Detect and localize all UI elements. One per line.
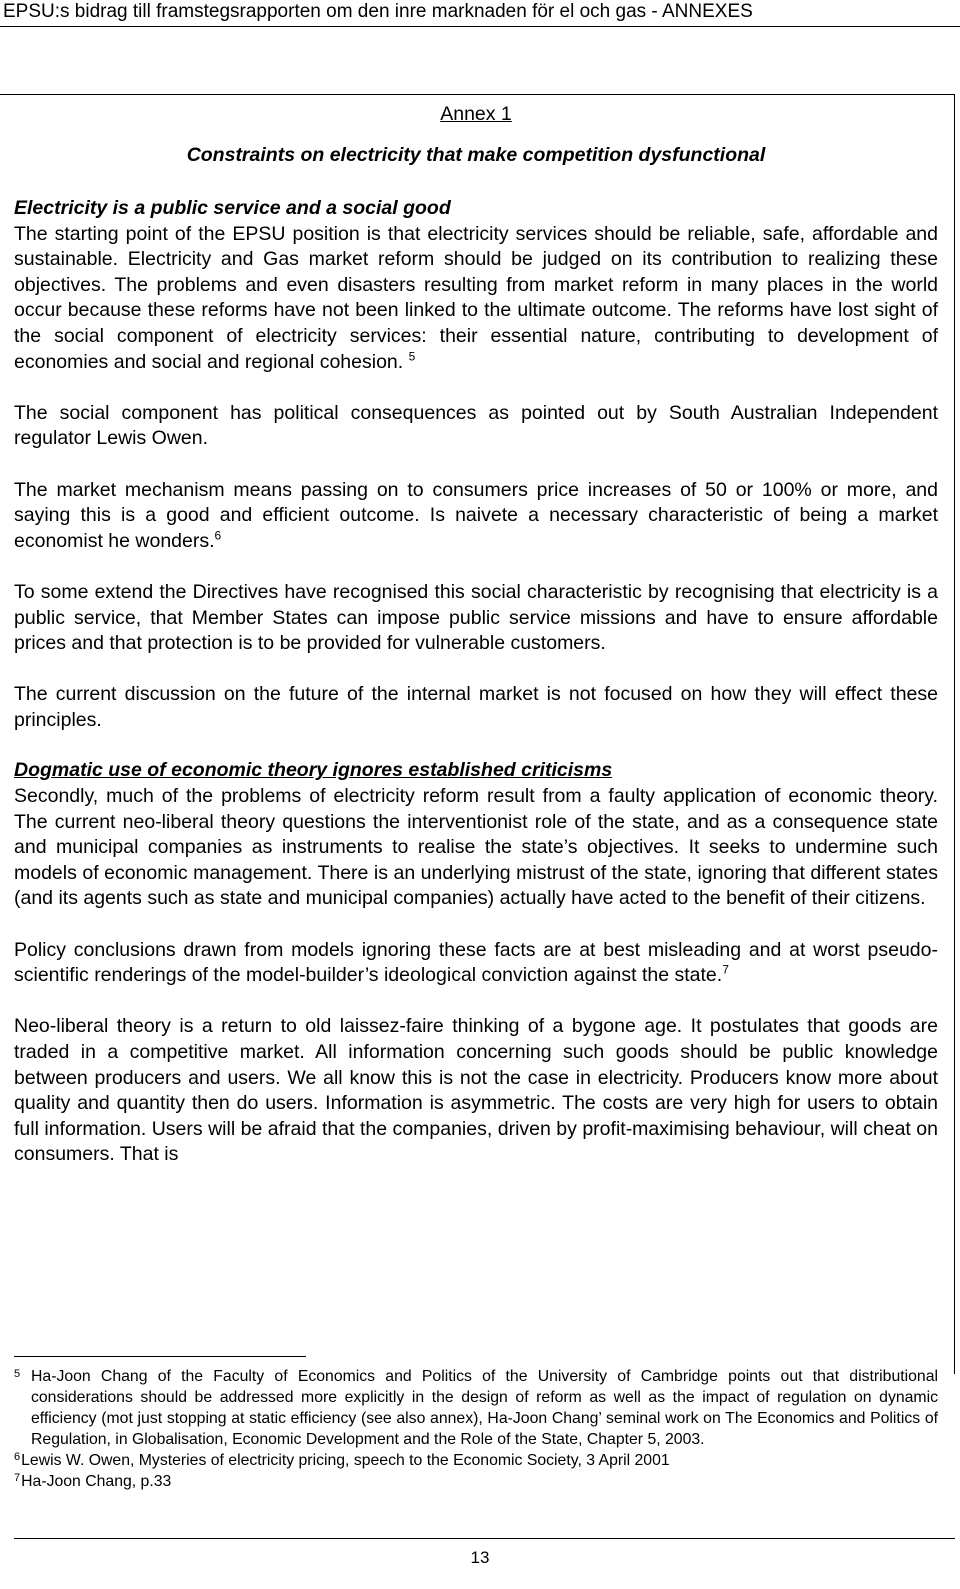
footnote-text: Ha-Joon Chang, p.33 — [21, 1473, 172, 1490]
footnote — [14, 1450, 938, 1471]
page-body — [14, 95, 938, 1168]
paragraph — [14, 222, 938, 376]
paragraph-text: Policy conclusions drawn from models ignoring these facts are at best misleading and at worst pseudo-scientific renderings of the model-builder’s ideological conviction against the state. — [14, 938, 938, 987]
section-heading-public-service: Electricity is a public service and a social good — [14, 197, 451, 219]
footnote-text: Lewis W. Owen, Mysteries of electricity pricing, speech to the Economic Society, 3 April 2001 — [21, 1452, 670, 1469]
document-title: Constraints on electricity that make competition dysfunctional — [186, 144, 766, 166]
footnote-number: 7 — [14, 1472, 21, 1484]
running-header: EPSU:s bidrag till framstegsrapporten om den inre marknaden för el och gas - ANNEXES — [3, 1, 753, 22]
footnote — [14, 1471, 938, 1492]
paragraph: The current discussion on the future of the internal market is not focused on how they will effect these principles. — [14, 683, 938, 731]
paragraph — [14, 478, 938, 555]
paragraph-text: The market mechanism means passing on to consumers price increases of 50 or 100% or more, and saying this is a good and efficient outcome. Is naivete a necessary characteristic of being a market economist he wonders. — [14, 478, 938, 552]
footnotes — [14, 1366, 938, 1492]
footnote-reference[interactable]: 6 — [214, 528, 222, 543]
paragraph — [14, 938, 938, 989]
footnote-text: Ha-Joon Chang of the Faculty of Economics and Politics of the University of Cambridge points out that distributional considerations should be addressed more explicitly in the design of reform as well as the impact of regulation on dynamic efficiency (mot just stopping at static efficiency (see also annex), Ha-Joon Chang’ seminal work on The Economics and Politics of Regulation, in Globalisation, Economic Development and the Role of the State, Chapter 5, 2003. — [31, 1368, 938, 1448]
footnote-number: 6 — [14, 1451, 21, 1463]
footnote-reference[interactable]: 5 — [408, 349, 416, 364]
paragraph: The social component has political consequences as pointed out by South Australian Independent regulator Lewis Owen. — [14, 401, 938, 450]
paragraph-text: The starting point of the EPSU position is that electricity services should be reliable, safe, affordable and sustainable. Electricity and Gas market reform should be judged on its contribution to realizing these objectives. The problems and even disasters resulting from market reform in many places in the world occur because these reforms have not been linked to the ultimate outcome. The reforms have lost sight of the social component of electricity services: their essential nature, contributing to development of economies and social and regional cohesion. — [14, 222, 938, 373]
annex-label: Annex 1 — [440, 103, 512, 125]
paragraph: Neo-liberal theory is a return to old laissez-faire thinking of a bygone age. It postulates that goods are traded in a competitive market. All information concerning such goods should be public knowledge between producers and users. We all know this is not the case in electricity. Producers know more about quality and quantity then do users. Information is asymmetric. The costs are very high for users to obtain full information. Users will be afraid that the companies, driven by profit-maximising behaviour, will cheat on consumers. That is — [14, 1015, 938, 1166]
paragraph: Secondly, much of the problems of electricity reform result from a faulty application of economic theory. The current neo-liberal theory questions the interventionist role of the state, and as a consequence state and municipal companies as instruments to realise the state’s objectives. It seeks to undermine such models of economic management. There is an underlying mistrust of the state, ignoring that different states (and its agents such as state and municipal companies) actually have acted to the benefit of their citizens. — [14, 785, 938, 910]
footer-rule — [14, 1538, 955, 1539]
paragraph: To some extend the Directives have recognised this social characteristic by recognising that electricity is a public service, that Member States can impose public service missions and have to ensure affordable prices and that protection is to be provided for vulnerable customers. — [14, 580, 938, 655]
footnote-separator — [14, 1356, 306, 1357]
footnote-number: 5 — [14, 1368, 21, 1380]
header-rule — [0, 26, 960, 27]
section-heading-economic-theory: Dogmatic use of economic theory ignores established criticisms — [14, 759, 613, 782]
footnote — [14, 1366, 938, 1450]
footnote-reference[interactable]: 7 — [722, 962, 729, 977]
page-number: 13 — [470, 1548, 490, 1567]
